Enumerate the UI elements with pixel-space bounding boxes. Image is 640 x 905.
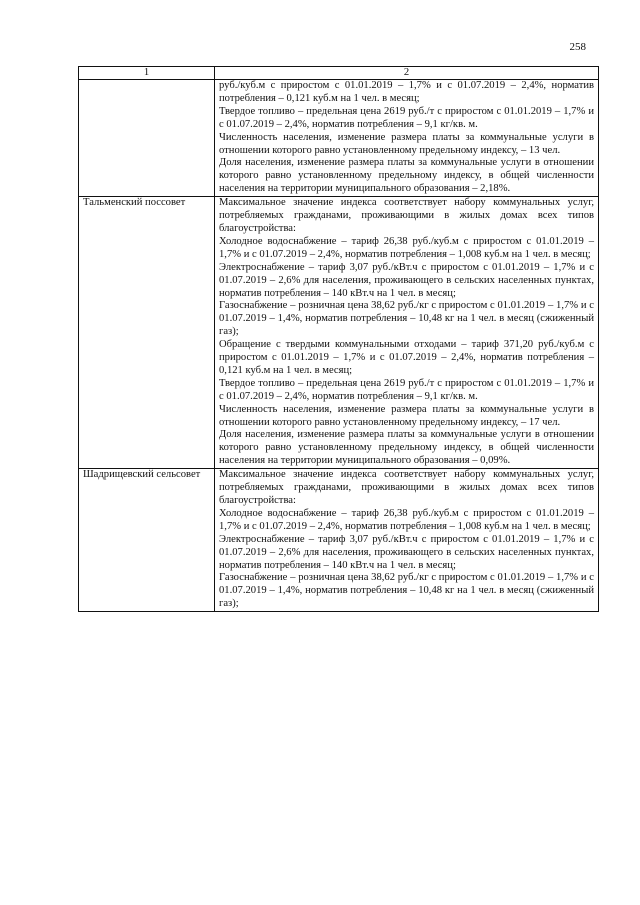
content-paragraph: Доля населения, изменение размера платы за коммунальные услуги в отношении которого равно установленному предельному индексу, в общей численности населения на территории муниципального образования – 0,09%.: [219, 429, 594, 467]
page-number: 258: [569, 41, 586, 53]
content-paragraph: Численность населения, изменение размера платы за коммунальные услуги в отношении которого равно установленному предельному индексу, – 13 чел.: [219, 131, 594, 156]
row-content: [215, 469, 599, 612]
content-paragraph: руб./куб.м с приростом с 01.01.2019 – 1,7% и с 01.07.2019 – 2,4%, норматив потребления – 0,121 куб.м на 1 чел. в месяц;: [219, 80, 594, 104]
table-row: [79, 80, 599, 197]
document-table: [78, 66, 599, 612]
content-paragraph: Электроснабжение – тариф 3,07 руб./кВт.ч с приростом с 01.01.2019 – 1,7% и с 01.07.2019 – 2,6% для населения, проживающего в сельских населенных пунктах, норматив потребления – 140 кВт.ч на 1 чел. в месяц;: [219, 533, 594, 571]
row-content: [215, 197, 599, 469]
table-header-row: [79, 67, 599, 80]
content-paragraph: Холодное водоснабжение – тариф 26,38 руб./куб.м с приростом с 01.01.2019 – 1,7% и с 01.07.2019 – 2,4%, норматив потребления – 1,008 куб.м на 1 чел. в месяц;: [219, 507, 594, 532]
content-paragraph: Максимальное значение индекса соответствует набору коммунальных услуг, потребляемых гражданами, проживающими в жилых домах всех типов благоустройства:: [219, 469, 594, 506]
content-paragraph: Максимальное значение индекса соответствует набору коммунальных услуг, потребляемых гражданами, проживающими в жилых домах всех типов благоустройства:: [219, 197, 594, 234]
content-paragraph: Обращение с твердыми коммунальными отходами – тариф 371,20 руб./куб.м с приростом с 01.01.2019 – 1,7% и с 01.07.2019 – 2,4%, норматив потребления – 0,121 куб.м на 1 чел. в месяц;: [219, 339, 594, 376]
table-row: [79, 197, 599, 469]
column-header-2: 2: [215, 67, 599, 80]
column-header-1: 1: [79, 67, 215, 80]
content-paragraph: Электроснабжение – тариф 3,07 руб./кВт.ч с приростом с 01.01.2019 – 1,7% и с 01.07.2019 – 2,6% для населения, проживающего в сельских населенных пунктах, норматив потребления – 140 кВт.ч на 1 чел. в месяц;: [219, 261, 594, 299]
municipality-name: [79, 80, 215, 197]
municipality-name: Тальменский поссовет: [79, 197, 215, 469]
content-paragraph: Газоснабжение – розничная цена 38,62 руб./кг с приростом с 01.01.2019 – 1,7% и с 01.07.2019 – 1,4%, норматив потребления – 10,48 кг на 1 чел. в месяц (сжиженный газ);: [219, 572, 594, 610]
content-paragraph: Твердое топливо – предельная цена 2619 руб./т с приростом с 01.01.2019 – 1,7% и с 01.07.2019 – 2,4%, норматив потребления – 9,1 кг/кв. м.: [219, 377, 594, 402]
content-paragraph: Численность населения, изменение размера платы за коммунальные услуги в отношении которого равно установленному предельному индексу, – 17 чел.: [219, 403, 594, 428]
content-paragraph: Холодное водоснабжение – тариф 26,38 руб./куб.м с приростом с 01.01.2019 – 1,7% и с 01.07.2019 – 2,4%, норматив потребления – 1,008 куб.м на 1 чел. в месяц;: [219, 235, 594, 260]
content-paragraph: Доля населения, изменение размера платы за коммунальные услуги в отношении которого равно установленному предельному индексу, в общей численности населения на территории муниципального образования – 2,18%.: [219, 157, 594, 195]
row-content: [215, 80, 599, 197]
content-paragraph: Твердое топливо – предельная цена 2619 руб./т с приростом с 01.01.2019 – 1,7% и с 01.07.2019 – 2,4%, норматив потребления – 9,1 кг/кв. м.: [219, 105, 594, 130]
content-paragraph: Газоснабжение – розничная цена 38,62 руб./кг с приростом с 01.01.2019 – 1,7% и с 01.07.2019 – 1,4%, норматив потребления – 10,48 кг на 1 чел. в месяц (сжиженный газ);: [219, 300, 594, 338]
municipality-name: Шадрищевский сельсовет: [79, 469, 215, 612]
table-row: [79, 469, 599, 612]
